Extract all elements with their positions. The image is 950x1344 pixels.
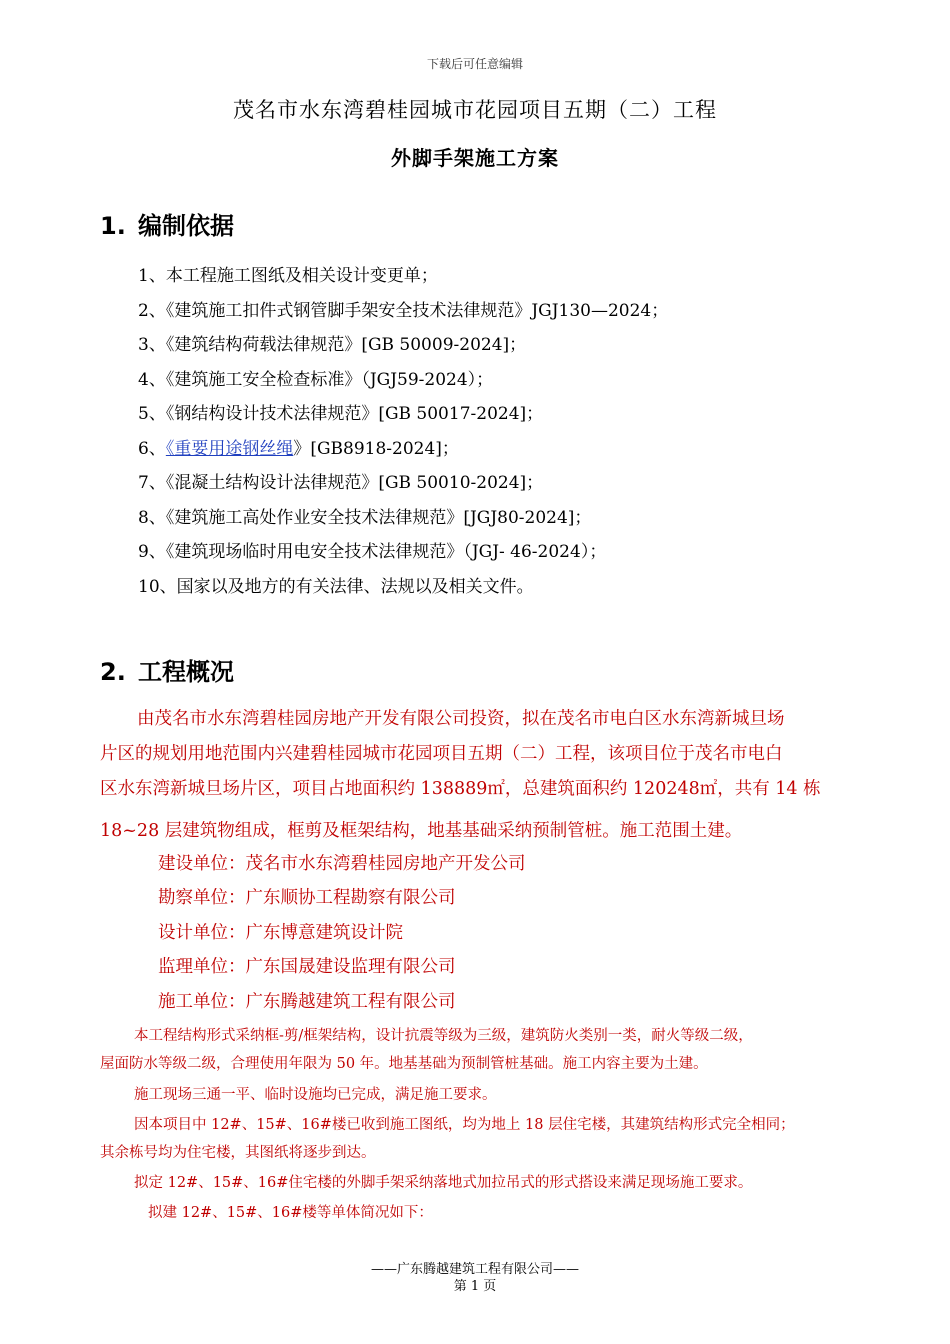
document-title: 茂名市水东湾碧桂园城市花园项目五期（二）工程 [233,98,717,122]
footer-company: ——广东腾越建筑工程有限公司—— [370,1262,579,1277]
list-item: 7、《混凝土结构设计法律规范》[GB 50010-2024]； [138,473,544,493]
section-heading-2 [100,652,234,687]
list-item: 3、《建筑结构荷载法律规范》[GB 50009-2024]； [138,335,527,355]
page-number: 第 1 页 [453,1279,497,1294]
section-number: 1. [100,212,126,240]
unit-line: 勘察单位：广东顺协工程勘察有限公司 [158,888,456,908]
page-header: 下载后可任意编辑 [426,57,523,71]
unit-line: 施工单位：广东腾越建筑工程有限公司 [158,992,456,1012]
overview-line: 18~28 层建筑物组成，框剪及框架结构，地基基础采纳预制管桩。施工范围土建。 [100,821,743,841]
section-heading-1 [100,206,234,241]
note-line: 拟建 12#、15#、16#楼等单体简况如下： [148,1205,433,1221]
list-item: 4、《建筑施工安全检查标准》（JGJ59-2024）； [138,370,494,390]
unit-line: 监理单位：广东国晟建设监理有限公司 [158,957,456,977]
note-line: 屋面防水等级二级，合理使用年限为 50 年。地基基础为预制管桩基础。施工内容主要为土建。 [100,1056,708,1072]
unit-line: 建设单位：茂名市水东湾碧桂园房地产开发公司 [158,854,526,874]
section-title: 工程概况 [138,658,234,686]
list-item: 1、本工程施工图纸及相关设计变更单； [138,266,438,286]
document-subtitle: 外脚手架施工方案 [391,146,559,170]
list-item-number: 6、 [138,439,166,459]
list-item: 9、《建筑现场临时用电安全技术法律规范》（JGJ- 46-2024）； [138,542,607,562]
list-item: 10、国家以及地方的有关法律、法规以及相关文件。 [138,577,534,597]
section-number: 2. [100,658,126,686]
overview-line: 区水东湾新城旦场片区，项目占地面积约 138889㎡，总建筑面积约 120248㎡，共有 14 栋 [100,779,821,799]
section-title: 编制依据 [138,212,234,240]
overview-line: 由茂名市水东湾碧桂园房地产开发有限公司投资，拟在茂名市电白区水东湾新城旦场 [137,709,785,729]
list-item: 8、《建筑施工高处作业安全技术法律规范》[JGJ80-2024]； [138,508,592,528]
list-item: 2、《建筑施工扣件式钢管脚手架安全技术法律规范》JGJ130—2024； [138,301,669,321]
list-item [138,434,459,459]
note-line: 本工程结构形式采纳框-剪/框架结构，设计抗震等级为三级，建筑防火类别一类，耐火等级二级， [134,1028,753,1044]
list-item: 5、《钢结构设计技术法律规范》[GB 50017-2024]； [138,404,544,424]
note-line: 其余栋号均为住宅楼，其图纸将逐步到达。 [100,1145,376,1161]
list-item-rest: 》[GB8918-2024]； [293,439,459,459]
note-line: 因本项目中 12#、15#、16#楼已收到施工图纸，均为地上 18 层住宅楼，其建筑结构形式完全相同； [134,1117,795,1133]
standard-link[interactable]: 《重要用途钢丝绳 [165,439,294,459]
note-line: 施工现场三通一平、临时设施均已完成，满足施工要求。 [134,1087,497,1103]
overview-line: 片区的规划用地范围内兴建碧桂园城市花园项目五期（二）工程，该项目位于茂名市电白 [100,744,783,764]
unit-line: 设计单位：广东博意建筑设计院 [158,923,403,943]
note-line: 拟定 12#、15#、16#住宅楼的外脚手架采纳落地式加拉吊式的形式搭设来满足现场施工要求。 [134,1175,753,1191]
